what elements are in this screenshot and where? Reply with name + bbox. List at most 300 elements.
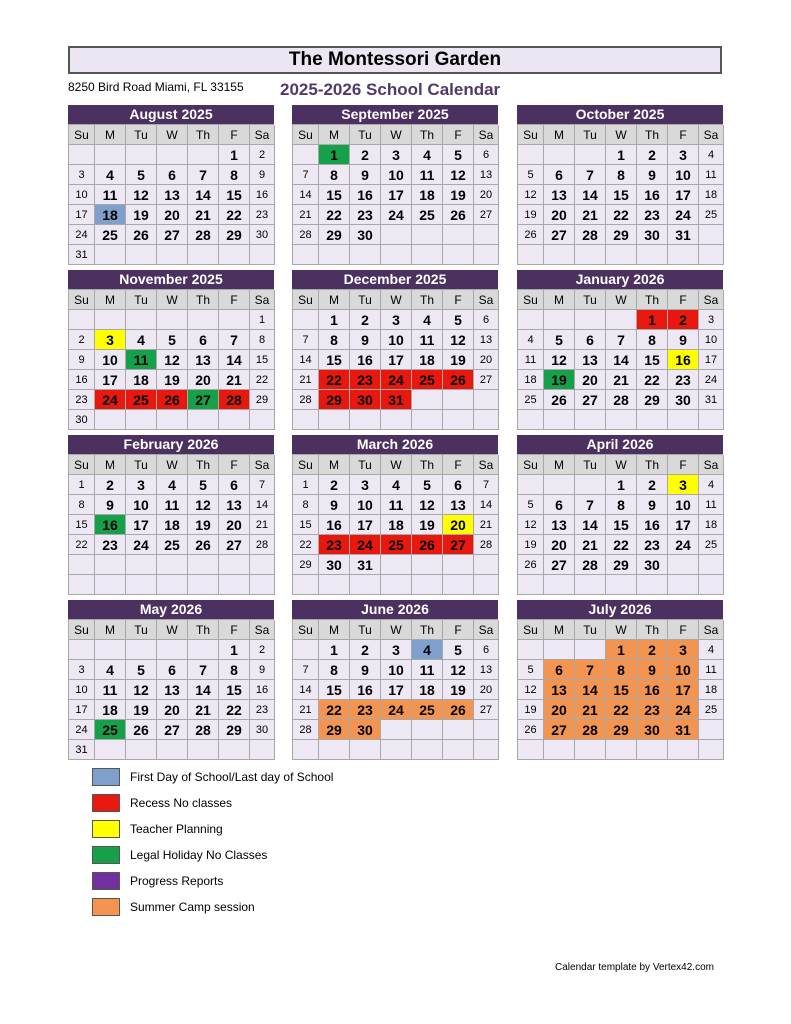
empty-cell — [250, 245, 275, 265]
day-cell: 8 — [637, 330, 668, 350]
empty-cell — [443, 555, 474, 575]
empty-cell — [126, 410, 157, 430]
day-cell: 2 — [668, 310, 699, 330]
day-cell: 14 — [575, 515, 606, 535]
empty-cell — [575, 475, 606, 495]
day-cell: 18 — [699, 515, 724, 535]
day-cell: 22 — [250, 370, 275, 390]
day-cell: 12 — [518, 185, 544, 205]
day-cell: 4 — [412, 145, 443, 165]
day-cell: 14 — [474, 495, 499, 515]
day-cell: 24 — [95, 390, 126, 410]
day-cell: 20 — [474, 185, 499, 205]
empty-cell — [95, 410, 126, 430]
empty-cell — [157, 575, 188, 595]
day-cell: 24 — [668, 205, 699, 225]
empty-cell — [518, 640, 544, 660]
day-cell: 29 — [637, 390, 668, 410]
day-cell: 1 — [606, 145, 637, 165]
empty-cell — [188, 555, 219, 575]
day-cell: 26 — [518, 555, 544, 575]
day-cell: 4 — [412, 640, 443, 660]
month-calendar — [68, 270, 274, 430]
weekday-header: M — [544, 455, 575, 475]
empty-cell — [443, 410, 474, 430]
day-cell: 25 — [95, 225, 126, 245]
empty-cell — [474, 575, 499, 595]
empty-cell — [126, 145, 157, 165]
empty-cell — [412, 390, 443, 410]
weekday-header: F — [219, 125, 250, 145]
month-title: July 2026 — [517, 600, 723, 619]
weekday-header: Sa — [699, 125, 724, 145]
empty-cell — [544, 640, 575, 660]
empty-cell — [350, 410, 381, 430]
day-cell: 22 — [293, 535, 319, 555]
day-cell: 7 — [474, 475, 499, 495]
day-cell: 19 — [518, 535, 544, 555]
empty-cell — [518, 310, 544, 330]
empty-cell — [95, 575, 126, 595]
empty-cell — [544, 475, 575, 495]
day-cell: 4 — [518, 330, 544, 350]
month-grid — [517, 619, 723, 760]
day-cell: 20 — [474, 680, 499, 700]
weekday-header: F — [443, 125, 474, 145]
day-cell: 23 — [250, 205, 275, 225]
day-cell: 9 — [250, 165, 275, 185]
empty-cell — [188, 245, 219, 265]
weekday-header: W — [157, 455, 188, 475]
day-cell: 25 — [412, 205, 443, 225]
day-cell: 21 — [219, 370, 250, 390]
weekday-header: Th — [188, 620, 219, 640]
day-cell: 23 — [69, 390, 95, 410]
day-cell: 19 — [157, 370, 188, 390]
empty-cell — [544, 575, 575, 595]
day-cell: 1 — [219, 145, 250, 165]
empty-cell — [544, 245, 575, 265]
day-cell: 3 — [699, 310, 724, 330]
weekday-header: Su — [518, 290, 544, 310]
empty-cell — [443, 390, 474, 410]
day-cell: 16 — [69, 370, 95, 390]
day-cell: 11 — [699, 165, 724, 185]
day-cell: 19 — [443, 185, 474, 205]
day-cell: 4 — [95, 660, 126, 680]
weekday-header: M — [544, 125, 575, 145]
day-cell: 4 — [126, 330, 157, 350]
day-cell: 14 — [293, 185, 319, 205]
empty-cell — [412, 245, 443, 265]
day-cell: 28 — [474, 535, 499, 555]
day-cell: 10 — [668, 495, 699, 515]
day-cell: 31 — [699, 390, 724, 410]
day-cell: 7 — [219, 330, 250, 350]
month-grid — [68, 289, 274, 430]
empty-cell — [69, 310, 95, 330]
empty-cell — [668, 740, 699, 760]
day-cell: 26 — [412, 535, 443, 555]
day-cell: 27 — [157, 720, 188, 740]
day-cell: 5 — [518, 165, 544, 185]
weekday-header: W — [381, 125, 412, 145]
day-cell: 9 — [637, 495, 668, 515]
day-cell: 5 — [518, 660, 544, 680]
day-cell: 5 — [412, 475, 443, 495]
day-cell: 21 — [293, 370, 319, 390]
day-cell: 13 — [474, 660, 499, 680]
day-cell: 29 — [606, 225, 637, 245]
day-cell: 11 — [412, 330, 443, 350]
empty-cell — [575, 310, 606, 330]
day-cell: 24 — [381, 205, 412, 225]
day-cell: 22 — [219, 205, 250, 225]
day-cell: 21 — [575, 700, 606, 720]
day-cell: 10 — [381, 660, 412, 680]
month-title: September 2025 — [292, 105, 498, 124]
weekday-header: Th — [188, 125, 219, 145]
day-cell: 24 — [69, 225, 95, 245]
empty-cell — [381, 555, 412, 575]
day-cell: 23 — [637, 700, 668, 720]
empty-cell — [188, 310, 219, 330]
weekday-header: M — [95, 620, 126, 640]
day-cell: 29 — [606, 720, 637, 740]
weekday-header: W — [157, 290, 188, 310]
empty-cell — [381, 410, 412, 430]
empty-cell — [381, 740, 412, 760]
day-cell: 15 — [637, 350, 668, 370]
legend-swatch — [92, 846, 120, 864]
month-calendar — [517, 600, 723, 760]
day-cell: 28 — [293, 720, 319, 740]
day-cell: 1 — [293, 475, 319, 495]
day-cell: 12 — [126, 185, 157, 205]
day-cell: 10 — [381, 330, 412, 350]
day-cell: 31 — [350, 555, 381, 575]
day-cell: 5 — [443, 145, 474, 165]
empty-cell — [518, 740, 544, 760]
day-cell: 12 — [188, 495, 219, 515]
day-cell: 9 — [637, 660, 668, 680]
day-cell: 13 — [157, 185, 188, 205]
weekday-header: Sa — [699, 290, 724, 310]
weekday-header: Sa — [250, 290, 275, 310]
day-cell: 26 — [126, 225, 157, 245]
day-cell: 28 — [575, 720, 606, 740]
day-cell: 10 — [381, 165, 412, 185]
day-cell: 18 — [699, 185, 724, 205]
weekday-header: Su — [518, 125, 544, 145]
empty-cell — [637, 245, 668, 265]
weekday-header: Su — [518, 455, 544, 475]
weekday-header: Su — [69, 290, 95, 310]
weekday-header: Th — [412, 455, 443, 475]
day-cell: 20 — [474, 350, 499, 370]
empty-cell — [157, 410, 188, 430]
day-cell: 14 — [293, 350, 319, 370]
day-cell: 31 — [668, 720, 699, 740]
legend-label: First Day of School/Last day of School — [130, 770, 334, 784]
day-cell: 6 — [575, 330, 606, 350]
day-cell: 16 — [319, 515, 350, 535]
empty-cell — [699, 740, 724, 760]
day-cell: 13 — [219, 495, 250, 515]
day-cell: 30 — [637, 555, 668, 575]
day-cell: 30 — [637, 225, 668, 245]
weekday-header: Tu — [350, 620, 381, 640]
day-cell: 19 — [518, 205, 544, 225]
day-cell: 24 — [69, 720, 95, 740]
weekday-header: M — [319, 620, 350, 640]
day-cell: 15 — [319, 185, 350, 205]
empty-cell — [575, 575, 606, 595]
day-cell: 9 — [95, 495, 126, 515]
empty-cell — [544, 740, 575, 760]
day-cell: 22 — [637, 370, 668, 390]
weekday-header: Sa — [474, 455, 499, 475]
month-grid — [68, 619, 274, 760]
day-cell: 16 — [637, 680, 668, 700]
day-cell: 15 — [293, 515, 319, 535]
day-cell: 28 — [575, 225, 606, 245]
empty-cell — [319, 410, 350, 430]
day-cell: 11 — [95, 680, 126, 700]
day-cell: 15 — [69, 515, 95, 535]
day-cell: 21 — [250, 515, 275, 535]
weekday-header: Th — [637, 620, 668, 640]
legend-swatch — [92, 872, 120, 890]
day-cell: 18 — [157, 515, 188, 535]
day-cell: 26 — [157, 390, 188, 410]
day-cell: 23 — [250, 700, 275, 720]
day-cell: 20 — [219, 515, 250, 535]
day-cell: 8 — [606, 660, 637, 680]
day-cell: 2 — [350, 640, 381, 660]
day-cell: 11 — [412, 660, 443, 680]
weekday-header: W — [606, 290, 637, 310]
day-cell: 17 — [95, 370, 126, 390]
empty-cell — [544, 145, 575, 165]
empty-cell — [575, 145, 606, 165]
day-cell: 17 — [699, 350, 724, 370]
empty-cell — [188, 740, 219, 760]
legend-label: Progress Reports — [130, 874, 224, 888]
day-cell: 8 — [293, 495, 319, 515]
empty-cell — [518, 575, 544, 595]
day-cell: 2 — [95, 475, 126, 495]
day-cell: 29 — [319, 720, 350, 740]
day-cell: 28 — [293, 225, 319, 245]
day-cell: 2 — [637, 145, 668, 165]
day-cell: 18 — [126, 370, 157, 390]
day-cell: 12 — [126, 680, 157, 700]
weekday-header: M — [319, 455, 350, 475]
day-cell: 14 — [188, 680, 219, 700]
empty-cell — [350, 245, 381, 265]
day-cell: 26 — [518, 225, 544, 245]
day-cell: 9 — [350, 165, 381, 185]
day-cell: 16 — [637, 185, 668, 205]
empty-cell — [575, 410, 606, 430]
day-cell: 1 — [219, 640, 250, 660]
weekday-header: F — [668, 290, 699, 310]
empty-cell — [606, 575, 637, 595]
weekday-header: Th — [637, 455, 668, 475]
empty-cell — [293, 410, 319, 430]
weekday-header: Th — [637, 125, 668, 145]
day-cell: 27 — [474, 205, 499, 225]
weekday-header: Tu — [126, 125, 157, 145]
empty-cell — [474, 555, 499, 575]
weekday-header: Tu — [126, 455, 157, 475]
month-title: April 2026 — [517, 435, 723, 454]
day-cell: 6 — [544, 165, 575, 185]
day-cell: 14 — [575, 185, 606, 205]
weekday-header: W — [381, 290, 412, 310]
month-title: March 2026 — [292, 435, 498, 454]
day-cell: 12 — [518, 680, 544, 700]
weekday-header: Sa — [474, 290, 499, 310]
day-cell: 28 — [188, 225, 219, 245]
day-cell: 20 — [575, 370, 606, 390]
empty-cell — [95, 640, 126, 660]
month-calendar — [68, 600, 274, 760]
footer-credit: Calendar template by Vertex42.com — [555, 962, 714, 973]
day-cell: 31 — [69, 740, 95, 760]
day-cell: 17 — [668, 515, 699, 535]
day-cell: 4 — [699, 475, 724, 495]
legend-label: Summer Camp session — [130, 900, 255, 914]
weekday-header: F — [668, 455, 699, 475]
day-cell: 7 — [606, 330, 637, 350]
weekday-header: Tu — [126, 290, 157, 310]
weekday-header: Tu — [575, 125, 606, 145]
legend-item — [92, 898, 352, 918]
empty-cell — [381, 720, 412, 740]
day-cell: 10 — [69, 185, 95, 205]
day-cell: 30 — [350, 225, 381, 245]
empty-cell — [606, 410, 637, 430]
day-cell: 25 — [412, 700, 443, 720]
calendar-title: 2025-2026 School Calendar — [280, 80, 501, 99]
day-cell: 8 — [606, 495, 637, 515]
day-cell: 12 — [544, 350, 575, 370]
empty-cell — [637, 575, 668, 595]
day-cell: 3 — [95, 330, 126, 350]
day-cell: 25 — [699, 535, 724, 555]
weekday-header: Th — [412, 620, 443, 640]
empty-cell — [518, 410, 544, 430]
month-title: August 2025 — [68, 105, 274, 124]
empty-cell — [188, 145, 219, 165]
day-cell: 21 — [293, 700, 319, 720]
empty-cell — [668, 555, 699, 575]
day-cell: 16 — [350, 350, 381, 370]
day-cell: 3 — [69, 660, 95, 680]
day-cell: 11 — [157, 495, 188, 515]
month-calendar — [292, 270, 498, 430]
day-cell: 29 — [219, 225, 250, 245]
empty-cell — [699, 225, 724, 245]
empty-cell — [381, 225, 412, 245]
empty-cell — [699, 555, 724, 575]
empty-cell — [443, 740, 474, 760]
legend-item — [92, 846, 352, 866]
day-cell: 17 — [381, 350, 412, 370]
day-cell: 6 — [474, 145, 499, 165]
empty-cell — [250, 740, 275, 760]
day-cell: 26 — [188, 535, 219, 555]
day-cell: 25 — [412, 370, 443, 390]
day-cell: 6 — [443, 475, 474, 495]
day-cell: 15 — [606, 515, 637, 535]
day-cell: 31 — [381, 390, 412, 410]
empty-cell — [637, 740, 668, 760]
day-cell: 7 — [293, 330, 319, 350]
day-cell: 9 — [69, 350, 95, 370]
month-grid — [517, 454, 723, 595]
day-cell: 10 — [699, 330, 724, 350]
day-cell: 10 — [350, 495, 381, 515]
empty-cell — [219, 740, 250, 760]
day-cell: 1 — [69, 475, 95, 495]
day-cell: 14 — [188, 185, 219, 205]
day-cell: 15 — [319, 350, 350, 370]
day-cell: 1 — [319, 145, 350, 165]
day-cell: 23 — [350, 205, 381, 225]
month-grid — [292, 124, 498, 265]
day-cell: 28 — [219, 390, 250, 410]
day-cell: 23 — [668, 370, 699, 390]
weekday-header: M — [95, 455, 126, 475]
weekday-header: Th — [188, 455, 219, 475]
legend-label: Recess No classes — [130, 796, 233, 810]
day-cell: 17 — [69, 700, 95, 720]
day-cell: 24 — [126, 535, 157, 555]
day-cell: 16 — [350, 680, 381, 700]
legend-label: Legal Holiday No Classes — [130, 848, 268, 862]
day-cell: 8 — [606, 165, 637, 185]
day-cell: 19 — [518, 700, 544, 720]
day-cell: 2 — [250, 640, 275, 660]
day-cell: 30 — [350, 720, 381, 740]
month-grid — [292, 454, 498, 595]
day-cell: 7 — [188, 165, 219, 185]
day-cell: 5 — [188, 475, 219, 495]
day-cell: 24 — [699, 370, 724, 390]
day-cell: 26 — [443, 205, 474, 225]
day-cell: 20 — [443, 515, 474, 535]
weekday-header: Su — [293, 290, 319, 310]
day-cell: 8 — [319, 660, 350, 680]
day-cell: 15 — [219, 185, 250, 205]
empty-cell — [637, 410, 668, 430]
day-cell: 15 — [219, 680, 250, 700]
day-cell: 15 — [606, 680, 637, 700]
empty-cell — [219, 410, 250, 430]
empty-cell — [668, 410, 699, 430]
empty-cell — [293, 640, 319, 660]
empty-cell — [219, 245, 250, 265]
empty-cell — [219, 310, 250, 330]
month-grid — [292, 619, 498, 760]
day-cell: 20 — [157, 700, 188, 720]
day-cell: 9 — [637, 165, 668, 185]
day-cell: 26 — [443, 700, 474, 720]
day-cell: 1 — [606, 640, 637, 660]
